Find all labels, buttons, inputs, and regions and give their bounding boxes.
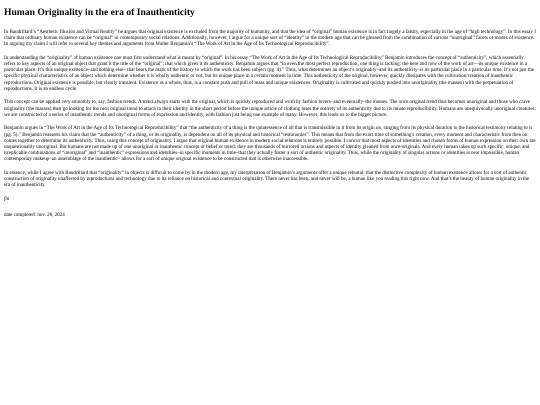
paragraph: In essence, while I agree with Baudrillard that “originality” in objects is difficult to come by in the modern age, my interpretation of Benjamin’s arguments offer a unique rebuttal: that the distinctive complexity of human existence allows for a sort of authentic construction of originality unaffected by reproductions and technology due to its reliance on historical and contextual originality. There never has been, and never will be, a human like you reading this right now. And that’s the beauty of human originality in the era of inauthenticity. [4, 169, 530, 189]
closing-word: fin [4, 195, 10, 202]
document-title: Human Originality in the era of Inauthenticity [4, 7, 195, 18]
paragraph: In understanding the “originality” of human existence one must first understand what is meant by “original”. In his essay “The Work of Art in the Age of Its Technological Reproducibility” Benjamin introduces the concept of “authenticity”, which essentially refers to key aspects of an original object that grant it the title of the “original”; that which gives it its authenticity. Benjamin argues that “in even the most perfect reproduction, one thing is lacking: the here and now of the work of art—its unique existence in a particular place. It’s this unique existence–and nothing else– that bears the mark of the history to which the work has been subject (pg. 4).” Thus, what determines an object’s originality–and its authenticity–is its particular place in a particular time. It’s not just the specific physical characteristics of an object which determine whether it is wholly authentic or not, but its unique place in a certain moment in time. This authenticity of the original, however, quickly dissipates with the cultivation/creation of inauthentic reproductions. Original existence is possible, but clearly transient. Existence as a whole, thus, is a constant push and pull of mass and unique existences. Originality is cultivated and quickly pushed into unoriginality (the masses) with the perpetuation of reproductions. It is an endless cycle. [4, 54, 535, 92]
paragraph: Benjamin argues in “The Work of Art in the Age of Its Technological Reproducibility” that “the authenticity of a thing is the quintessence of all that is transmissible in it from its origin on, ranging from its physical duration to the historical testimony relating to it (pg. 5).” Benjamin reasserts his claim that the “authenticity” of a thing, or its originality, is dependent on all of its physical and historical “testimonies”. This means that from the exact time of something's creation, every moment and characteristic from then on comes together to determine its authenticity. Thus, using this concept of originality, I argue that original human existence in modern social relations is entirely possible. I concur that most aspects of identities and chosen forms of human expression on their own are unquestionably unoriginal. But humans are not made up of one unoriginal or inauthentic concept or belief or trend: they are thousands of mirrored actions and aspects of identity gleaned from once-originals. And every human takes up such specific, unique, and irreplicable combinations of “unoriginal” and “inauthentic” expressions and identities–in specific moments in time–that they actually foster a sort of authentic originality. Thus, while the originality of singular actions or identities is near impossible, human contemporary makeup–an assemblage of the inauthentic– allows for a sort of unique original existence to be constructed that is otherwise inaccessible. [4, 125, 536, 163]
paragraph: In Baudrillard’s “Aesthetic Illusion and Virtual Reality” he argues that original existence is excluded from the majority of humanity, and that the idea of “original” human existence is in fact largely a falsity, especially in the age of “high technology”. In this essay I claim that ordinary human existence can be “original” in contemporary social relations. Additionally, however, I argue for a unique sort of “identity” in the modern age that can be gleaned from the combination of various “unoriginal” facets or modes of existence. In arguing my claim I will refer to several key themes and arguments from Walter Benjamin’s “The Work of Art in the Age of Its Technological Reproducibility”. [4, 29, 536, 48]
paragraph: This concept can be applied very smoothly to, say, fashion trends. A trend always starts with the original, which is quickly reproduced and worn by fashion lovers–and eventually–the masses. The once original trend thus becomes unoriginal and those who crave originality (the masses) then go looking for the next original trend to attach to their identity in the short period before the unique article of clothing loses the entirety of its authenticity due to its innate reproducibility. Humans are unequivocally unoriginal creatures: we are constructed of a series of inauthentic trends and unoriginal forms of expression and identity, with fashion just being one example of many. However, this leads us to the bigger picture. [4, 99, 536, 118]
completion-date: date completed: nov. 28, 2024 [4, 211, 65, 218]
